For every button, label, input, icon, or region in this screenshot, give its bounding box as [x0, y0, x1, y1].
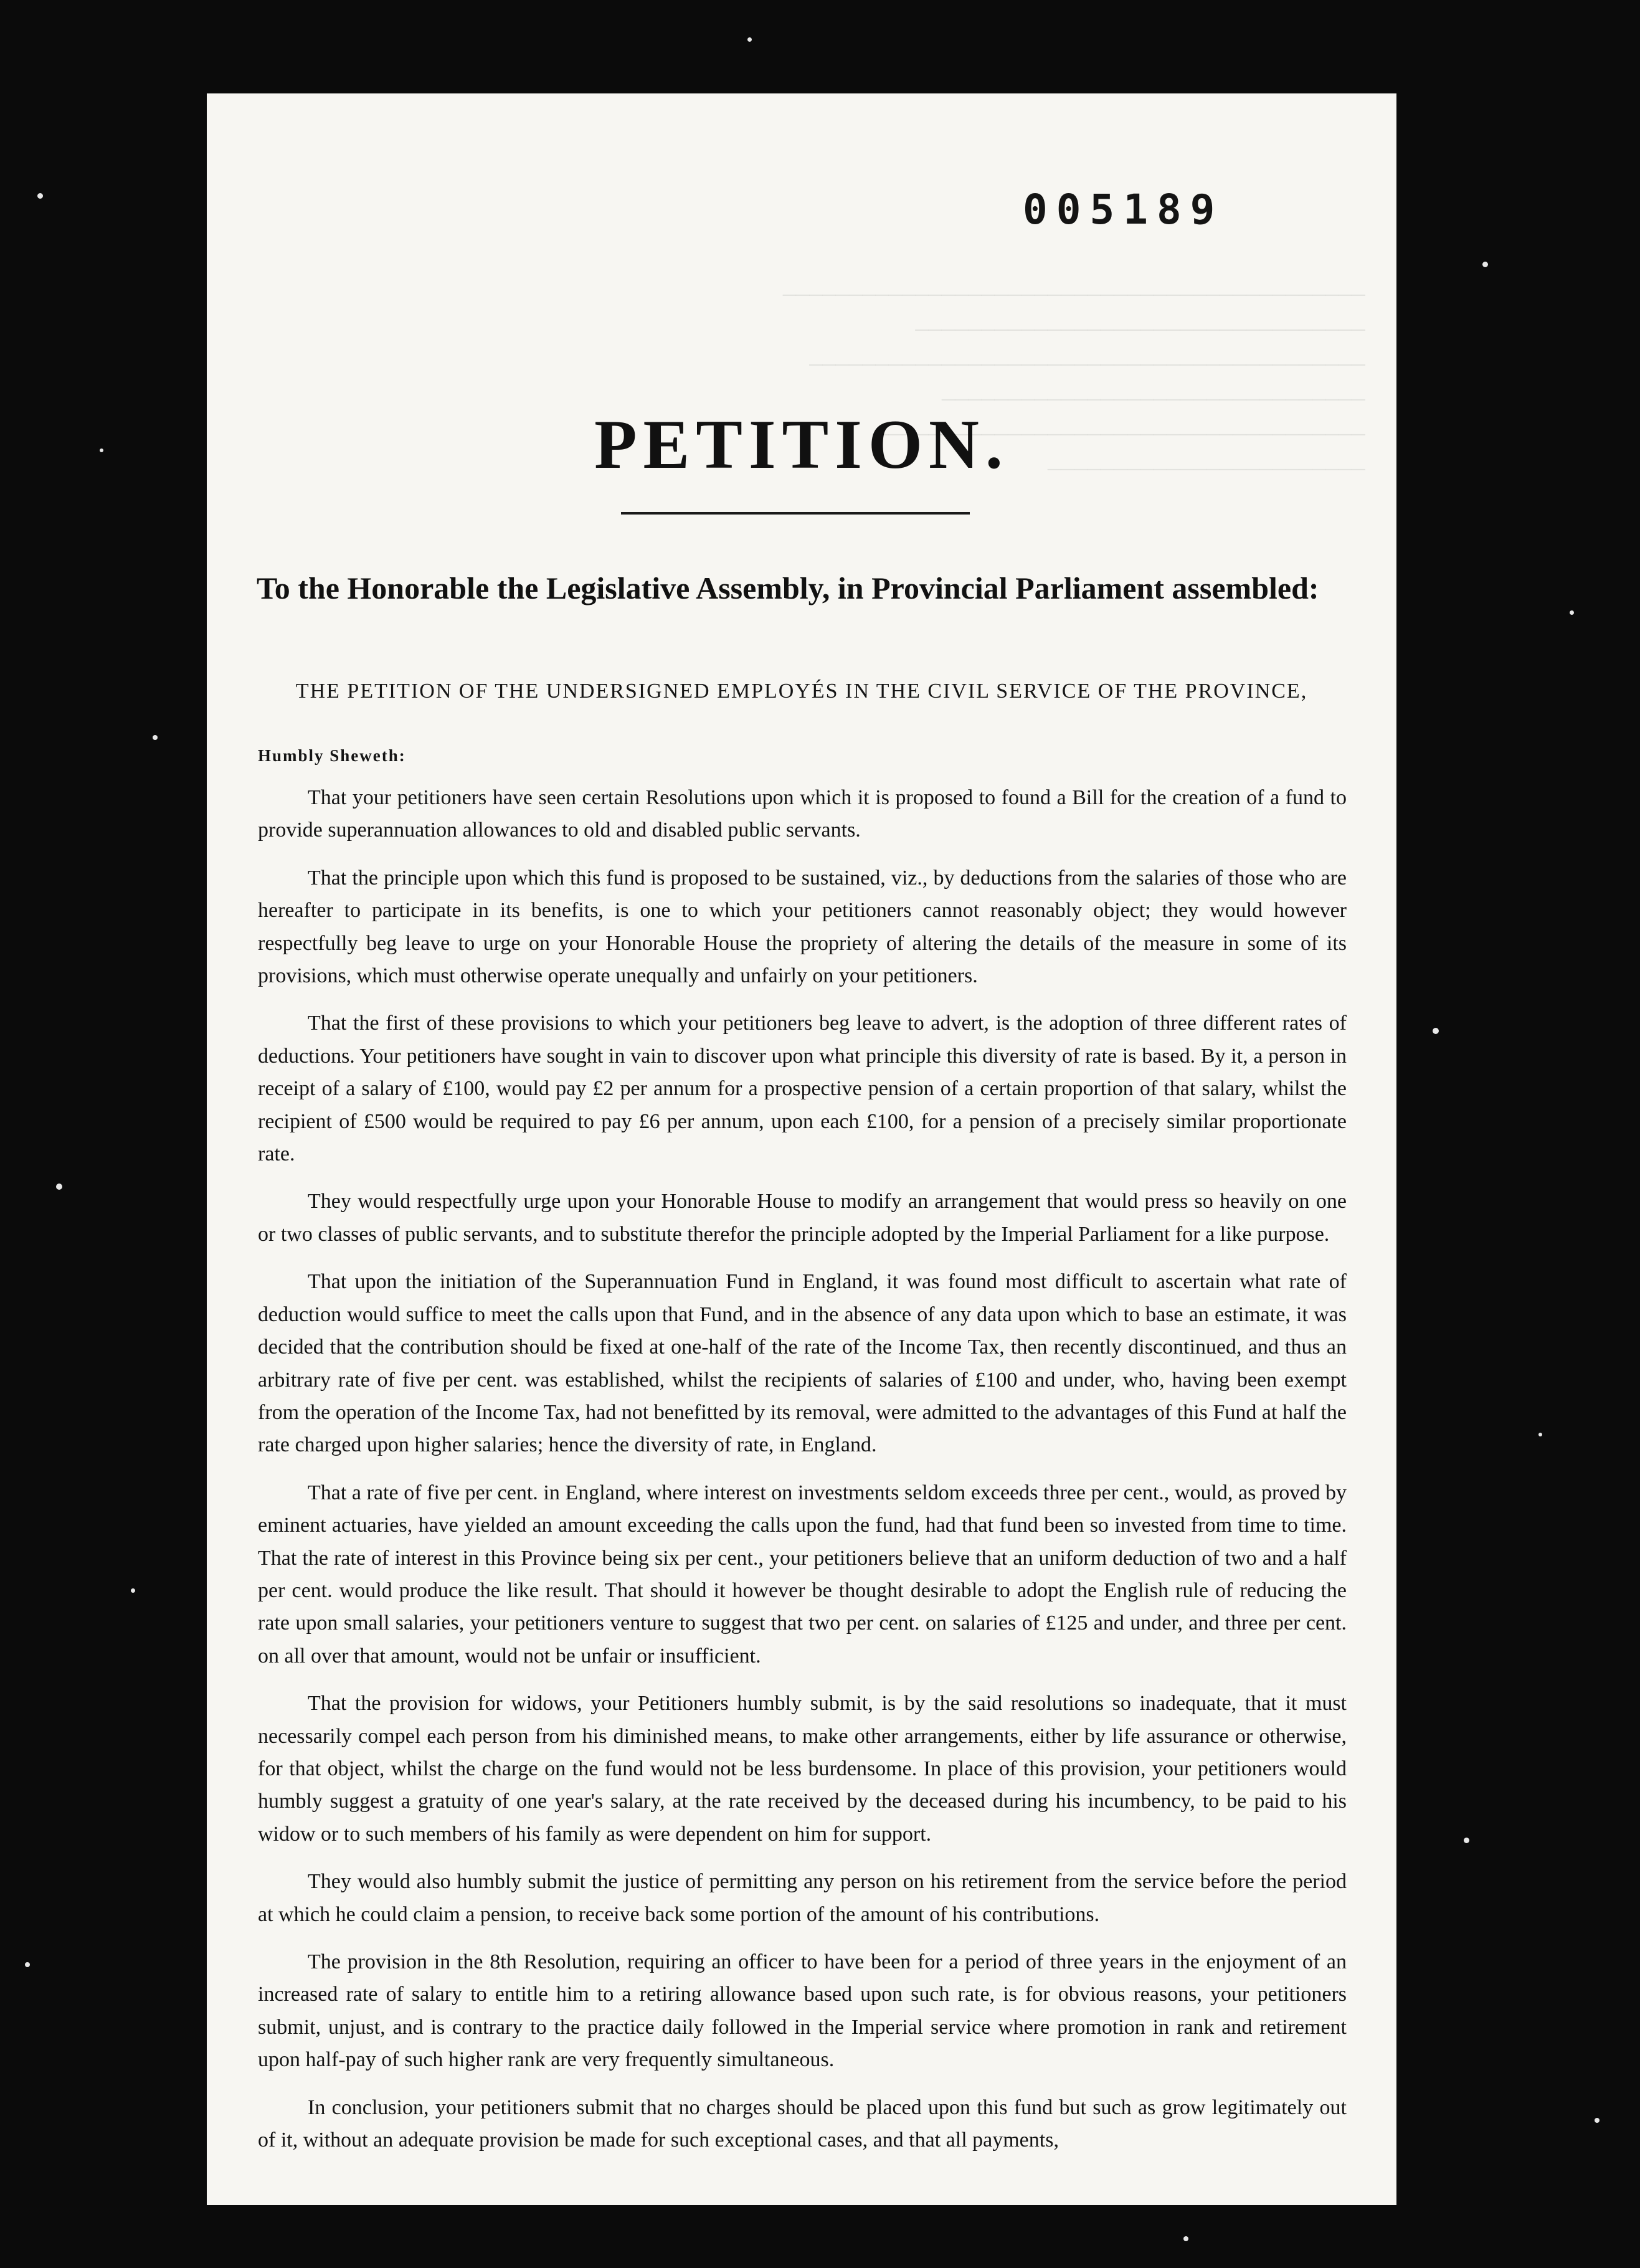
dust-speck	[1595, 2118, 1600, 2123]
body-paragraph: That the provision for widows, your Petitioners humbly submit, is by the said resolutions so inadequate, that it must necessarily compel each person from his diminished means, to make other arrangements, either by life assurance or otherwise, for that object, whilst the charge on the fund would not be less burdensome. In place of this provision, your petitioners would humbly suggest a gratuity of one year's salary, at the rate received by the deceased during his incumbency, to be paid to his widow or to such members of his family as were dependent on him for support.	[258, 1692, 1347, 1846]
petition-caption: THE PETITION OF THE UNDERSIGNED EMPLOYÉS IN THE CIVIL SERVICE OF THE PROVINCE,	[295, 680, 1308, 703]
dust-speck	[25, 1962, 30, 1967]
dust-speck	[1433, 1028, 1439, 1034]
body-paragraph: That the first of these provisions to which your petitioners beg leave to advert, is the adoption of three different rates of deductions. Your petitioners have sought in vain to discover upon what principle this diversity of rate is based. By it, a person in receipt of a salary of £100, would pay £2 per annum for a prospective pension of a certain proportion of that salary, whilst the recipient of £500 would be required to pay £6 per annum, upon each £100, for a pension of a precisely similar proportionate rate.	[258, 1012, 1347, 1166]
body-paragraph: The provision in the 8th Resolution, requiring an officer to have been for a period of three years in the enjoyment of an increased rate of salary to entitle him to a retiring allowance based upon such rate, is for obvious reasons, your petitioners submit, unjust, and is contrary to the practice daily followed in the Imperial service where promotion in rank and retirement upon half-pay of such higher rank are very frequently simultaneous.	[258, 1950, 1347, 2072]
dust-speck	[1570, 610, 1574, 615]
petition-page	[207, 93, 1396, 2205]
dust-speck	[37, 193, 43, 199]
body-paragraph: In conclusion, your petitioners submit that no charges should be placed upon this fund but such as grow legitimately out of it, without an adequate provision be made for such exceptional cases, and that all payments,	[258, 2095, 1347, 2152]
body-paragraph: That upon the initiation of the Superannuation Fund in England, it was found most difficult to ascertain what rate of deduction would suffice to meet the calls upon that Fund, and in the absence of any data upon which to base an estimate, it was decided that the contribution should be fixed at one-half of the rate of the Income Tax, then recently discontinued, and thus an arbitrary rate of five per cent. was established, whilst the recipients of salaries of £100 and under, who, having been exempt from the operation of the Income Tax, had not benefitted by its removal, were admitted to the advantages of this Fund at half the rate charged upon higher salaries; hence the diversity of rate, in England.	[258, 1270, 1347, 1457]
dust-speck	[1482, 262, 1488, 267]
salutation: Humbly Sheweth:	[258, 746, 406, 765]
body-paragraph: That your petitioners have seen certain Resolutions upon which it is proposed to found a Bill for the creation of a fund to provide superannuation allowances to old and disabled public servants.	[258, 786, 1347, 842]
dust-speck	[131, 1588, 135, 1593]
body-paragraph: That the principle upon which this fund is proposed to be sustained, viz., by deductions from the salaries of those who are hereafter to participate in its benefits, is one to which your petitioners cannot reasonably object; they would however respectfully beg leave to urge on your Honorable House the propriety of altering the details of the measure in some of its provisions, which must otherwise operate unequally and unfairly on your petitioners.	[258, 866, 1347, 988]
page-title: PETITION.	[594, 406, 1009, 483]
dust-speck	[56, 1184, 62, 1190]
dust-speck	[153, 735, 158, 740]
petition-body	[258, 782, 1347, 2171]
dust-speck	[747, 37, 752, 42]
addressee-heading: To the Honorable the Legislative Assembly, in Provincial Parliament assembled:	[257, 571, 1319, 605]
dust-speck	[1538, 1433, 1542, 1436]
title-rule-divider	[621, 512, 970, 515]
reverse-side-bleed-through: ──────────────────────────────────────────── ────────────────────────────────── ────────────────────────────────────────── ──────────────────────────────── ───────────────────────────────────── ────────────────────────	[782, 285, 1365, 480]
dust-speck	[1183, 2236, 1188, 2241]
body-paragraph: They would respectfully urge upon your Honorable House to modify an arrangement that would press so heavily on one or two classes of public servants, and to substitute therefor the principle adopted by the Imperial Parliament for a like purpose.	[258, 1190, 1347, 1246]
archive-stamp-number: 005189	[1023, 186, 1224, 234]
dust-speck	[1464, 1838, 1469, 1843]
dust-speck	[100, 448, 103, 452]
body-paragraph: They would also humbly submit the justice of permitting any person on his retirement from the service before the period at which he could claim a pension, to receive back some portion of the amount of his contributions.	[258, 1870, 1347, 1926]
body-paragraph: That a rate of five per cent. in England, where interest on investments seldom exceeds three per cent., would, as proved by eminent actuaries, have yielded an amount exceeding the calls upon the fund, had that fund been so invested from time to time. That the rate of interest in this Province being six per cent., your petitioners believe that an uniform deduction of two and a half per cent. would produce the like result. That should it however be thought desirable to adopt the English rule of reducing the rate upon small salaries, your petitioners venture to suggest that two per cent. on salaries of £125 and under, and three per cent. on all over that amount, would not be unfair or insufficient.	[258, 1481, 1347, 1668]
